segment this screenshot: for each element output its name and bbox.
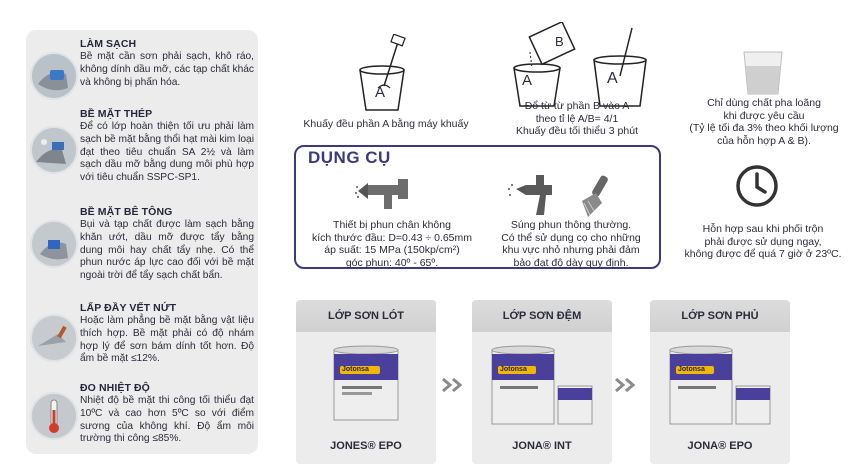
airless-line: góc phun: 40º - 65º. [345,256,439,269]
airless-caption [302,219,482,269]
airless-line: áp suất: 15 MPa (150kp/cm²) [324,244,460,256]
coat-layer-title: LỚP SƠN ĐỆM [472,300,612,332]
step-body: Để có lớp hoàn thiện tối ưu phải làm sạch bề mặt bằng thổi hạt mài kim loại đạt theo tiêu chuẩn SA 2½ và làm sạch dầu mỡ bằng dung môi phù hợp với tiêu chuẩn SSPC-SP1. [80,121,254,184]
thinner-glass-icon [742,50,784,96]
airless-spray-icon [354,173,412,211]
clock-icon [734,162,780,208]
step-body: Nhiệt độ bề mặt thi công tối thiểu đạt 10ºC và cao hơn 5ºC so với điểm sương của không khí. Độ ẩm môi trường thi công ≤85%. [80,395,254,445]
can-brand: Jotonsa [678,366,705,373]
coat-layer-title: LỚP SƠN LÓT [296,300,436,332]
step-title: BỀ MẶT BÊ TÔNG [80,206,173,218]
paint-can-icon [668,344,774,426]
spray-gun-icon [506,175,566,217]
step-title: ĐO NHIỆT ĐỘ [80,382,150,394]
tools-title: DỤNG CỤ [304,148,395,168]
stir-caption: Khuấy đều phần A bằng máy khuấy [303,118,469,130]
thinner-caption [676,97,852,147]
thermometer-icon [30,392,78,440]
coat-product-name: JONA® INT [512,440,572,452]
sponge-cleaning-icon [30,52,78,100]
pour-caption [492,100,662,138]
coat-product-name: JONA® EPO [687,440,753,452]
pour-caption-line: Khuấy đều tối thiểu 3 phút [515,125,638,137]
pour-caption-line: Đổ từ từ phần B vào A [524,100,630,112]
tools-box [294,145,661,269]
trowel-icon [30,314,78,362]
can-brand: Jotonsa [500,366,527,373]
step-body: Bụi và tạp chất được làm sạch bằng khăn ướt, dầu mỡ được tẩy bằng dung môi hay chất tẩy nhẹ. Có thể phun nước áp lực cao đối với bề mặt ngoài trời để tẩy sạch chất bẩn. [80,219,254,282]
coat-product-name: JONES® EPO [330,440,402,452]
step-title: BỀ MẶT THÉP [80,108,153,120]
pour-caption-line: theo tỉ lệ A/B= 4/1 [535,112,619,125]
potlife-line: Hỗn hợp sau khi phối trộn [702,223,824,235]
paint-can-icon [330,344,402,422]
conv-line: khu vực nhỏ nhưng phải đảm [502,244,640,256]
coat-card-intermediate [472,300,612,464]
potlife-line: không được để quá 7 giờ ở 23ºC. [684,248,842,260]
step-title: LÀM SẠCH [80,38,137,50]
thinner-line: của hỗn hợp A & B). [717,134,811,147]
pouring-bucket-icon [508,22,658,108]
airless-line: kích thước đầu: D=0.43 ÷ 0.65mm [311,231,473,244]
concrete-wiping-icon [30,220,78,268]
double-chevron-icon [614,377,642,393]
airless-line: Thiết bị phun chân không [333,219,451,231]
potlife-line: phải được sử dụng ngay, [704,235,822,248]
conv-line: bảo đạt độ dày quy định. [513,256,629,269]
double-chevron-icon [441,377,469,393]
potlife-caption [670,223,856,261]
coat-layer-title: LỚP SƠN PHỦ [650,300,790,332]
paint-can-icon [490,344,596,426]
bucket-a-label: A [375,84,386,101]
conv-line: Có thể sử dụng cọ cho những [501,231,641,244]
thinner-line: (Tỷ lệ tối đa 3% theo khối lượng [689,122,839,134]
coat-card-primer [296,300,436,464]
paint-brush-icon [576,173,616,219]
can-brand: Jotonsa [342,366,369,373]
conv-line: Súng phun thông thường. [510,219,632,231]
blasting-icon [30,126,78,174]
step-body: Bề mặt cần sơn phải sạch, khô ráo, không dính dầu mỡ, các tạp chất khác và không bị phấn hóa. [80,51,254,88]
step-title: LẤP ĐẦY VẾT NỨT [80,302,177,314]
coat-card-topcoat [650,300,790,464]
conventional-caption [486,219,656,269]
bucket-a-label-3: A [607,70,618,87]
thinner-line: Chỉ dùng chất pha loãng [707,97,821,109]
bucket-b-label: B [555,34,564,49]
stirring-bucket-icon [354,34,410,114]
step-body: Hoặc làm phẳng bề mặt bằng vật liệu thích hợp. Bề mặt phải có độ nhám hợp lý để sơn bám dính tốt hơn. Độ ẩm bề mặt ≤12%. [80,315,254,365]
bucket-a-label-2: A [522,72,533,89]
thinner-line: khi được yêu cầu [723,109,805,122]
surface-prep-panel [26,30,258,454]
